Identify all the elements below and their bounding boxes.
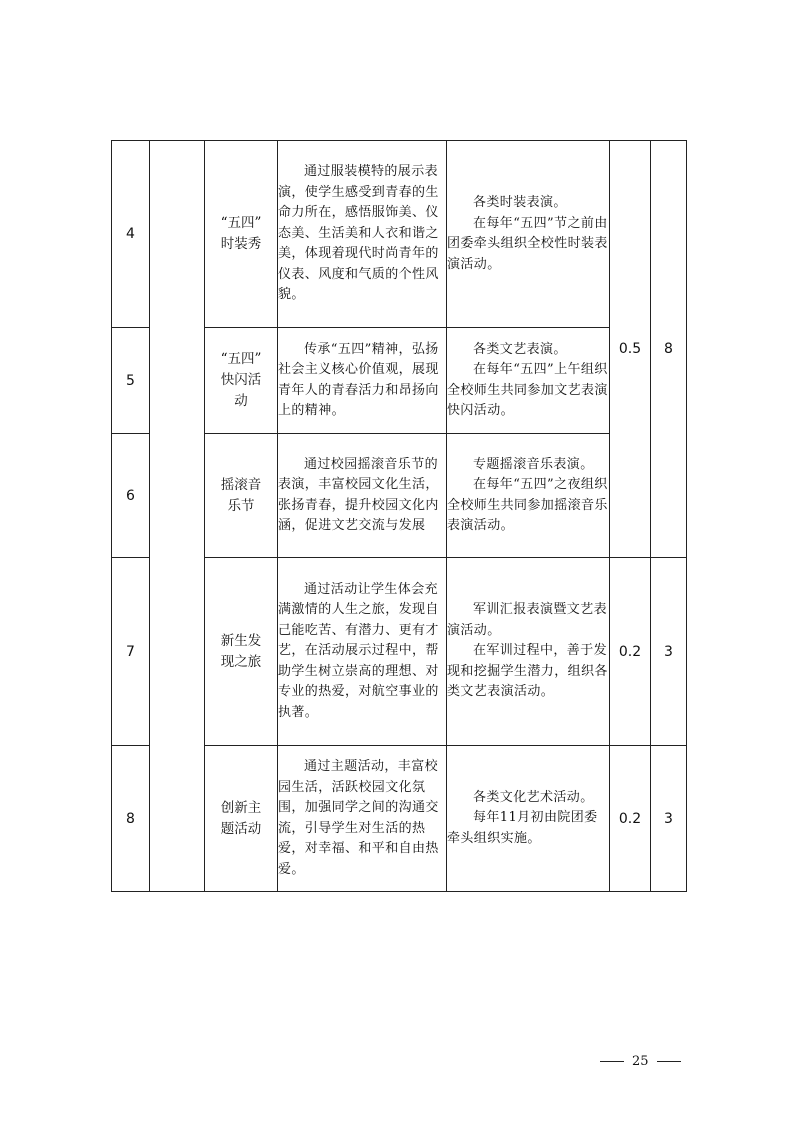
activity-description <box>278 434 447 558</box>
activity-name-line: “五四” <box>220 215 262 231</box>
activity-name <box>205 328 278 434</box>
form-text: 在每年“五四”节之前由团委牵头组织全校性时装表演活动。 <box>447 215 608 272</box>
activity-description <box>278 328 447 434</box>
form-text: 专题摇滚音乐表演。 <box>473 456 594 472</box>
hours-cell: 8 <box>651 141 687 558</box>
activity-form <box>447 558 610 746</box>
form-text: 每年11月初由院团委牵头组织实施。 <box>447 810 598 846</box>
form-text: 军训汇报表演暨文艺表演活动。 <box>447 602 608 638</box>
activity-name <box>205 558 278 746</box>
description-text: 通过校园摇滚音乐节的表演，丰富校园文化生活，张扬青春，提升校园文化内涵，促进文艺交流与发展 <box>278 456 439 533</box>
score-cell: 0.2 <box>610 558 651 746</box>
activity-description <box>278 558 447 746</box>
row-number: 7 <box>112 558 150 746</box>
activity-name-line: 乐节 <box>227 497 255 514</box>
description-text: 通过活动让学生体会充满激情的人生之旅，发现自己能吃苦、有潜力、更有才艺，在活动展示过程中，帮助学生树立崇高的理想、对专业的热爱，对航空事业的执著。 <box>278 581 439 720</box>
row-number: 8 <box>112 746 150 892</box>
activity-name-line: 新生发 <box>220 632 262 649</box>
activity-name-line: 摇滚音 <box>220 476 262 493</box>
activity-description <box>278 746 447 892</box>
activity-name-line: 题活动 <box>220 820 262 837</box>
form-text: 各类文化艺术活动。 <box>473 789 594 805</box>
page-number <box>600 1054 681 1069</box>
activity-form <box>447 328 610 434</box>
activity-form <box>447 141 610 328</box>
form-text: 在军训过程中，善于发现和挖掘学生潜力，组织各类文艺表演活动。 <box>447 643 608 700</box>
dash-left <box>600 1061 624 1062</box>
row-number: 6 <box>112 434 150 558</box>
activity-name-line: 快闪活 <box>220 372 262 388</box>
row-number: 5 <box>112 328 150 434</box>
form-text: 在每年“五四”上午组织全校师生共同参加文艺表演快闪活动。 <box>447 362 608 418</box>
form-text: 各类文艺表演。 <box>473 341 567 357</box>
activity-name <box>205 746 278 892</box>
dash-right <box>657 1061 681 1062</box>
activity-description <box>278 141 447 328</box>
activity-form <box>447 746 610 892</box>
activity-name-line: 创新主 <box>220 799 262 816</box>
activity-name-line: 动 <box>234 393 248 409</box>
activity-name-line: “五四” <box>220 351 262 367</box>
page-number-text: 25 <box>632 1054 649 1069</box>
form-text: 各类时装表演。 <box>473 195 567 210</box>
activity-name <box>205 141 278 328</box>
activity-name-line: 现之旅 <box>220 653 262 670</box>
hours-cell: 3 <box>651 746 687 892</box>
form-text: 在每年“五四”之夜组织全校师生共同参加摇滚音乐表演活动。 <box>447 477 608 533</box>
table-row <box>112 141 687 328</box>
description-text: 通过主题活动，丰富校园生活，活跃校园文化氛围，加强同学之间的沟通交流，引导学生对生活的热爱，对幸福、和平和自由热爱。 <box>278 759 439 877</box>
activity-table <box>111 140 687 892</box>
category-cell-empty <box>150 141 205 892</box>
activity-name <box>205 434 278 558</box>
description-text: 通过服装模特的展示表演，使学生感受到青春的生命力所在，感悟服饰美、仪态美、生活美和人衣和谐之美，体现着现代时尚青年的仪表、风度和气质的个性风貌。 <box>278 164 439 303</box>
activity-form <box>447 434 610 558</box>
activity-name-line: 时装秀 <box>220 236 262 252</box>
score-cell: 0.2 <box>610 746 651 892</box>
row-number: 4 <box>112 141 150 328</box>
description-text: 传承“五四”精神，弘扬社会主义核心价值观，展现青年人的青春活力和昂扬向上的精神。 <box>278 341 439 418</box>
score-cell: 0.5 <box>610 141 651 558</box>
hours-cell: 3 <box>651 558 687 746</box>
